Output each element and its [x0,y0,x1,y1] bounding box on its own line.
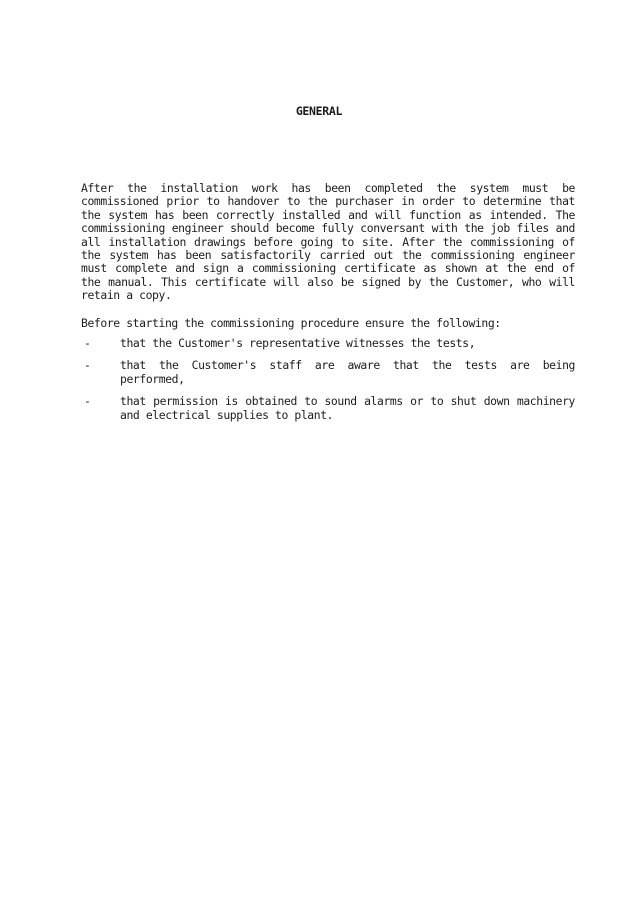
checklist [81,337,575,422]
list-item-text: that the Customer's staff are aware that the tests are being performed, [120,358,575,386]
list-item-text: that permission is obtained to sound alarms or to shut down machinery and electrical supplies to plant. [120,394,575,422]
procedure-intro: Before starting the commissioning procedure ensure the following: [81,315,501,330]
list-item [81,359,575,386]
section-heading: GENERAL [295,104,343,118]
document-body [81,182,575,431]
dash-bullet: - [84,358,91,373]
list-item [81,395,575,422]
list-item [81,337,575,350]
list-item-text: that the Customer's representative witnesses the tests, [120,336,476,351]
dash-bullet: - [84,394,91,409]
dash-bullet: - [84,336,91,351]
commissioning-paragraph: After the installation work has been completed the system must be commissioned prior to handover to the purchaser in order to determine that the system has been correctly installed and will function as intended. The commissioning engineer should become fully conversant with the job files and all installation drawings before going to site. After the commissioning of the system has been satisfactorily carried out the commissioning engineer must complete and sign a commissioning certificate as shown at the end of the manual. This certificate will also be signed by the Customer, who will retain a copy. [81,181,575,303]
